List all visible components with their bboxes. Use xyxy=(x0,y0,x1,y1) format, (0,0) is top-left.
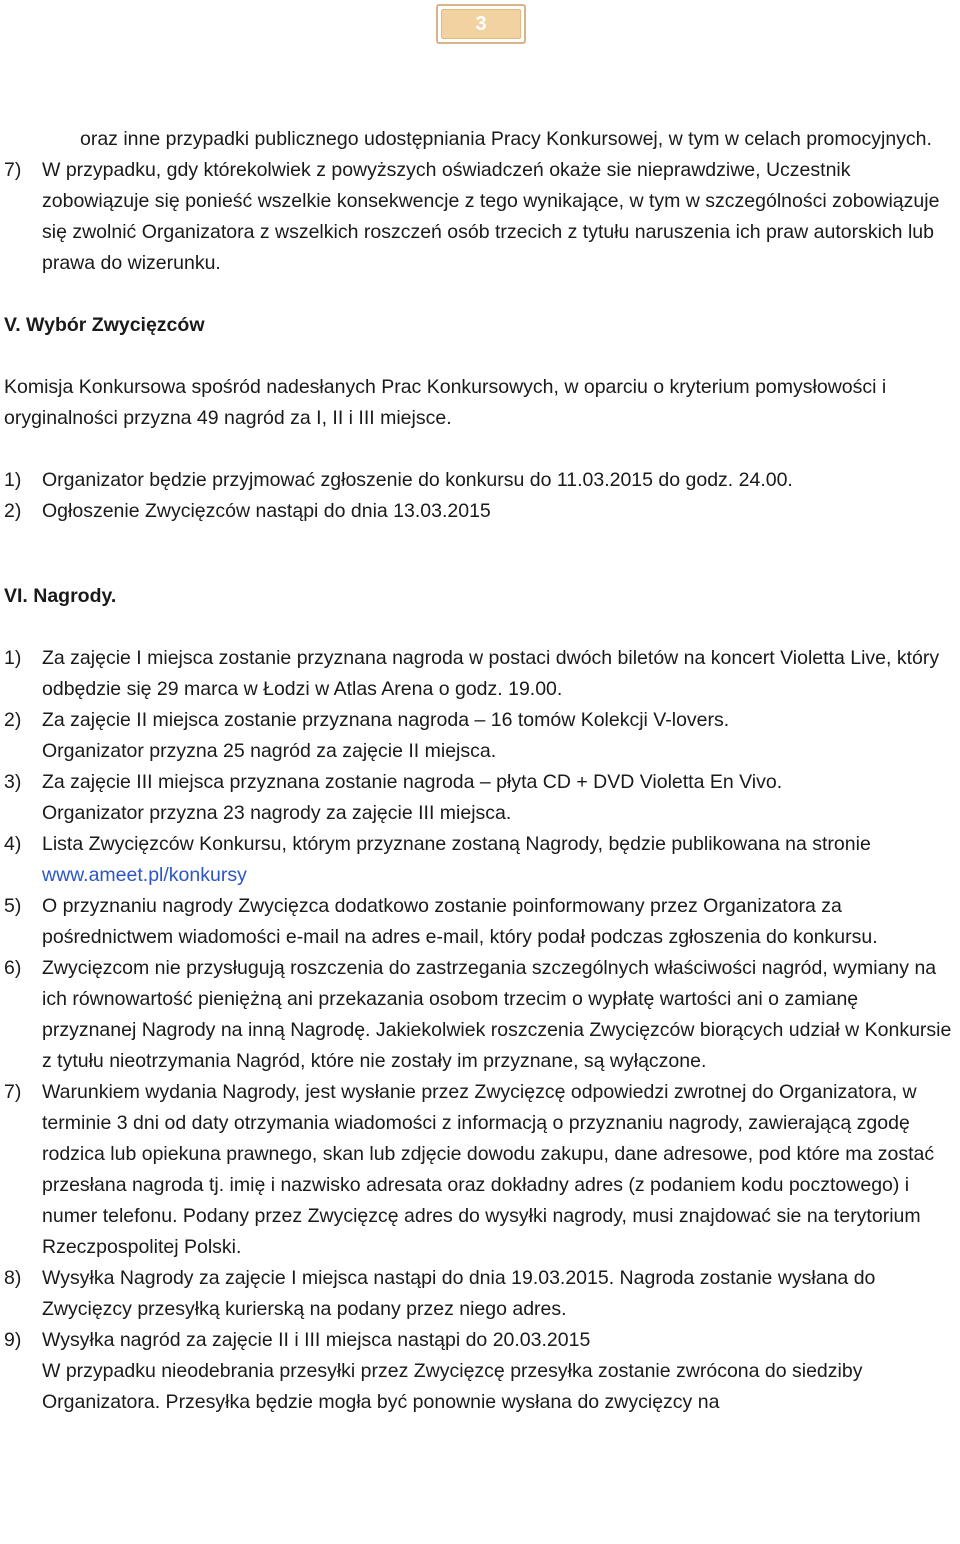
item-text: Lista Zwycięzców Konkursu, którym przyznane zostaną Nagrody, będzie publikowana na stronie xyxy=(42,833,871,855)
item-number: 1) xyxy=(4,647,22,669)
item-number: 5) xyxy=(4,895,22,917)
list-item xyxy=(4,155,956,279)
item-text: Ogłoszenie Zwycięzców nastąpi do dnia 13.03.2015 xyxy=(42,500,491,522)
list-item xyxy=(4,1263,956,1325)
list-item xyxy=(4,1325,956,1418)
item-number: 2) xyxy=(4,709,22,731)
item-text: Wysyłka nagród za zajęcie II i III miejsca nastąpi do 20.03.2015 xyxy=(42,1329,591,1351)
item-number: 2) xyxy=(4,500,22,522)
konkursy-link[interactable]: www.ameet.pl/konkursy xyxy=(42,864,247,886)
list-item xyxy=(4,643,956,705)
page-number-badge xyxy=(436,4,526,44)
item-number: 7) xyxy=(4,159,22,181)
item-number: 8) xyxy=(4,1267,22,1289)
item-number: 9) xyxy=(4,1329,22,1351)
item-text-continued: Organizator przyzna 23 nagrody za zajęcie III miejsca. xyxy=(42,802,512,824)
list-item xyxy=(4,767,956,829)
item-text: W przypadku, gdy którekolwiek z powyższych oświadczeń okaże sie nieprawdziwe, Uczestnik zobowiązuje się ponieść wszelkie konsekwencje z tego wynikające, w tym w szczególności zobowiązuje się zwolnić Organizatora z wszelkich roszczeń osób trzecich z tytułu naruszenia ich praw autorskich lub prawa do wizerunku. xyxy=(42,159,940,274)
item-number: 3) xyxy=(4,771,22,793)
item-text: Wysyłka Nagrody za zajęcie I miejsca nastąpi do dnia 19.03.2015. Nagroda zostanie wysłana do Zwycięzcy przesyłką kurierską na podany przez niego adres. xyxy=(42,1267,876,1320)
document-body xyxy=(4,124,956,1418)
item-number: 1) xyxy=(4,469,22,491)
section-heading: VI. Nagrody. xyxy=(4,585,117,607)
item-text: O przyznaniu nagrody Zwycięzca dodatkowo zostanie poinformowany przez Organizatora za pośrednictwem wiadomości e-mail na adres e-mail, który podał podczas zgłoszenia do konkursu. xyxy=(42,895,878,948)
item-text: Za zajęcie I miejsca zostanie przyznana nagroda w postaci dwóch biletów na koncert Violetta Live, który odbędzie się 29 marca w Łodzi w Atlas Arena o godz. 19.00. xyxy=(42,647,940,700)
list-item xyxy=(4,496,956,527)
item-text: Za zajęcie III miejsca przyznana zostanie nagroda – płyta CD + DVD Violetta En Vivo. xyxy=(42,771,783,793)
page-number: 3 xyxy=(441,9,521,39)
section-paragraph: Komisja Konkursowa spośród nadesłanych Prac Konkursowych, w oparciu o kryterium pomysłowości i oryginalności przyzna 49 nagród za I, II i III miejsce. xyxy=(4,376,887,429)
list-item xyxy=(4,953,956,1077)
list-item xyxy=(4,829,956,891)
list-item xyxy=(4,891,956,953)
item-text: Zwycięzcom nie przysługują roszczenia do zastrzegania szczególnych właściwości nagród, wymiany na ich równowartość pieniężną ani przekazania osobom trzecim o wypłatę wartości ani o zamianę przyznanej Nagrody na inną Nagrodę. Jakiekolwiek roszczenia Zwycięzców biorących udział w Konkursie z tytułu nieotrzymania Nagród, które nie zostały im przyznane, są wyłączone. xyxy=(42,957,952,1072)
item-number: 4) xyxy=(4,833,22,855)
list-item xyxy=(4,1077,956,1263)
section-heading: V. Wybór Zwycięzców xyxy=(4,314,205,336)
item-text: Za zajęcie II miejsca zostanie przyznana nagroda – 16 tomów Kolekcji V-lovers. xyxy=(42,709,730,731)
list-item xyxy=(4,705,956,767)
item-number: 7) xyxy=(4,1081,22,1103)
item-text: Organizator będzie przyjmować zgłoszenie do konkursu do 11.03.2015 do godz. 24.00. xyxy=(42,469,793,491)
item-text-continued: W przypadku nieodebrania przesyłki przez Zwycięzcę przesyłka zostanie zwrócona do siedziby Organizatora. Przesyłka będzie mogła być ponownie wysłana do zwycięzcy na xyxy=(42,1360,863,1413)
item-text-continued: Organizator przyzna 25 nagród za zajęcie II miejsca. xyxy=(42,740,497,762)
list-item xyxy=(4,465,956,496)
item-number: 6) xyxy=(4,957,22,979)
continued-text: oraz inne przypadki publicznego udostępniania Pracy Konkursowej, w tym w celach promocyjnych. xyxy=(80,128,932,150)
item-text: Warunkiem wydania Nagrody, jest wysłanie przez Zwycięzcę odpowiedzi zwrotnej do Organizatora, w terminie 3 dni od daty otrzymania wiadomości z informacją o przyznaniu nagrody, zawierającą zgodę rodzica lub opiekuna prawnego, skan lub zdjęcie dowodu zakupu, dane adresowe, pod które ma zostać przesłana nagroda tj. imię i nazwisko adresata oraz dokładny adres (z podaniem kodu pocztowego) i numer telefonu. Podany przez Zwycięzcę adres do wysyłki nagrody, musi znajdować sie na terytorium Rzeczpospolitej Polski. xyxy=(42,1081,935,1258)
